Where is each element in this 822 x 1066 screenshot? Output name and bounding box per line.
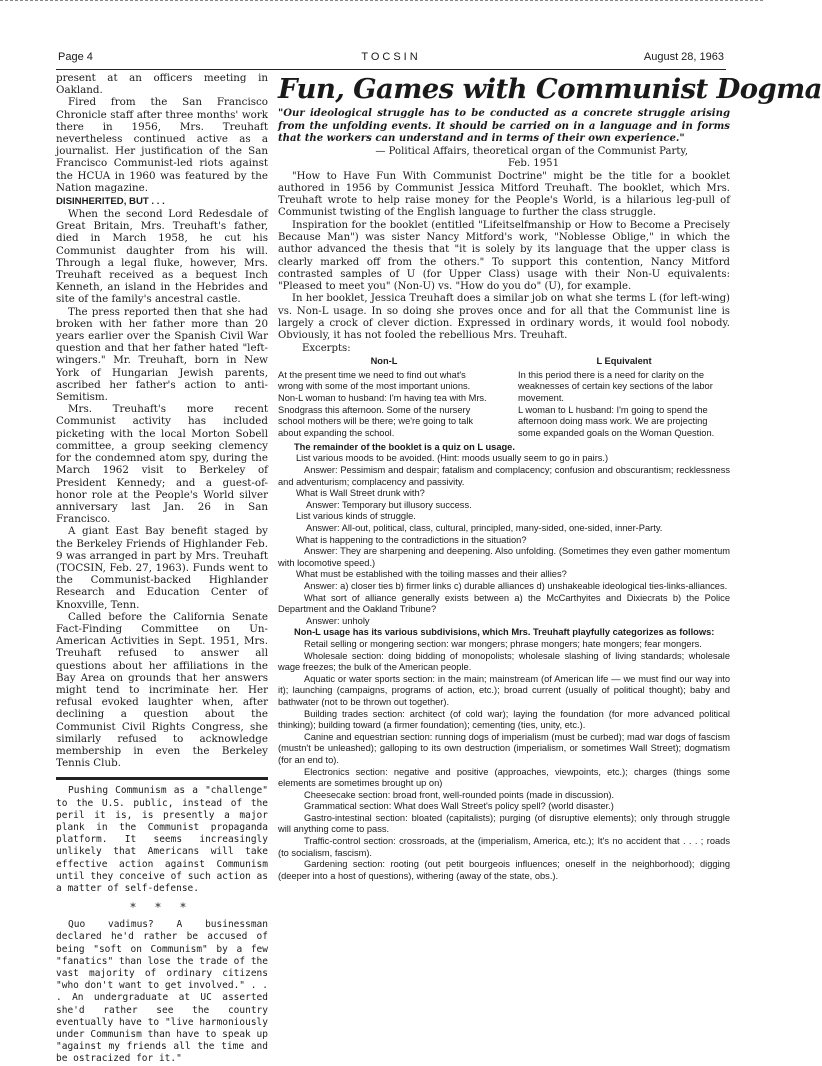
section-subhead: DISINHERITED, BUT . . .: [56, 196, 165, 208]
quiz-section: [278, 442, 730, 883]
usage-section: Traffic-control section: crossroads, at the (imperialism, America, etc.); It's no accident that . . . ; roads (to socialism, fascism).: [278, 836, 730, 858]
editorial-paragraph: Quo vadimus? A businessman declared he'd rather be accused of being "soft on Communism" by a few "fanatics" than lose the trade of the vast majority of ordinary citizens "who don't want to get involved." . . . An undergraduate at UC asserted she'd rather see the country eventually have to "live harmoniously under Communism than have to speak up "against my friends all the time and be ostracized for it.": [56, 919, 268, 1065]
left-paragraph: present at an officers meeting in Oakland.: [56, 72, 268, 97]
left-paragraph: A giant East Bay benefit staged by the Berkeley Friends of Highlander Feb. 9 was arranged in part by Mrs. Treuhaft (TOCSIN, Feb. 27, 1963). Funds went to the Communist-backed Highlander Research and Education Center of Knoxville, Tenn.: [56, 525, 268, 611]
usage-section: Electronics section: negative and positive (approaches, viewpoints, etc.); charges (things some elements are sometimes brought up on): [278, 766, 730, 789]
section-divider: * * *: [130, 901, 194, 915]
editorial-paragraph: Pushing Communism as a "challenge" to the U.S. public, instead of the peril it is, is presently a major plank in the Communist propaganda platform. It seems increasingly unlikely that Americans will take effective action against Communism until they conceive of such action as a matter of self-defense.: [56, 785, 268, 894]
page-header: [56, 48, 726, 70]
usage-section: Grammatical section: What does Wall Street's policy spell? (world disaster.): [304, 801, 614, 812]
non-l-example: Non-L woman to husband: I'm having tea with Mrs. Snodgrass this afternoon. Some of the nursery school mothers will be there; we're going to talk about expanding the school.: [278, 393, 487, 439]
left-paragraph: Called before the California Senate Fact-Finding Committee on Un-American Activities in Sept. 1951, Mrs. Treuhaft refused to answer all questions about her affiliations in the Bay Area on grounds that her answers might tend to incriminate her. Her refusal evoked laughter when, after declining a question about the Communist Civil Rights Congress, she similarly refused to acknowledge membership in even the Berkeley Tennis Club.: [56, 610, 268, 770]
usage-section: Aquatic or water sports section: in the main; mainstream (of American life — we must find our way into it); launching (campaigns, programs of action, etc.); broad current (usually of political thought); baby and bathwater (not to be thrown out together).: [278, 673, 730, 707]
quiz-answer: Answer: They are sharpening and deepening. Also unfolding. (Sometimes they even gather momentum with locomotive speed.): [278, 546, 730, 568]
l-column: [518, 356, 730, 440]
left-paragraph: When the second Lord Redesdale of Great Britain, Mrs. Treuhaft's father, died in March 1958, he cut his Communist daughter from his will. Through a legal fluke, however, Mrs. Treuhaft received as a bequest Inch Kenneth, an island in the Hebrides and site of the family's ancestral castle.: [56, 208, 268, 306]
issue-date: August 28, 1963: [643, 51, 724, 63]
non-l-example: At the present time we need to find out what's wrong with some of the most important unions.: [278, 369, 471, 392]
quiz-answer: Answer: a) closer ties b) firmer links c) durable alliances d) unshakeable ideological ties-links-alliances.: [304, 581, 728, 591]
quiz-lead: The remainder of the booklet is a quiz on L usage.: [294, 441, 515, 452]
excerpts-label: Excerpts:: [302, 342, 351, 354]
quiz-question: What sort of alliance generally exists between a) the McCarthyites and Dixiecrats b) the Police Department and the Oakland Tribune?: [278, 592, 730, 615]
quiz-question: What must be established with the toiling masses and their allies?: [296, 569, 567, 580]
quiz-question: What is Wall Street drunk with?: [296, 488, 425, 499]
page-number: Page 4: [58, 51, 93, 63]
article-paragraph: "How to Have Fun With Communist Doctrine" might be the title for a booklet authored in 1956 by Communist Jessica Mitford Treuhaft. The booklet, which Mrs. Treuhaft wrote to help raise money for the People's World, is a hilarious leg-pull of Communist twisting of the English language to further the class struggle.: [278, 170, 730, 219]
quiz-answer: Answer: unholy: [306, 615, 370, 626]
article-headline: Fun, Games with Communist Dogma: [278, 73, 822, 105]
quiz-question: List various moods to be avoided. (Hint: moods usually seem to go in pairs.): [296, 453, 609, 464]
quiz-question: List various kinds of struggle.: [296, 511, 416, 522]
page-edge: [0, 0, 763, 3]
left-paragraph: Fired from the San Francisco Chronicle staff after three months' work there in 1956, Mrs. Treuhaft nevertheless continued active as a journalist. Her justification of the San Francisco Communist-led riots against the HCUA in 1960 was featured by the Nation magazine.: [56, 96, 268, 194]
l-example: In this period there is a need for clarity on the weaknesses of certain key sections of the labor movement.: [518, 369, 713, 404]
quiz-answer: Answer: Temporary but illusory success.: [306, 499, 472, 510]
usage-section: Building trades section: architect (of cold war); laying the foundation (for more advanced political thinking); building toward (a firmer foundation); cementing (ties, unity, etc.).: [278, 708, 730, 731]
comparison-table: [278, 356, 730, 440]
epigraph-date: Feb. 1951: [508, 158, 559, 169]
article-paragraph: In her booklet, Jessica Treuhaft does a similar job on what she terms L (for left-wing) vs. Non-L usage. In so doing she proves once and for all that the Communist line is largely a crock of clever diction. Expressed in ordinary words, it would fool nobody. Obviously, it has not fooled the rebellious Mrs. Treuhaft.: [278, 293, 730, 342]
subdivisions-lead: Non-L usage has its various subdivisions, which Mrs. Treuhaft playfully categorizes as follows:: [294, 627, 715, 638]
usage-section: Canine and equestrian section: running dogs of imperialism (must be curbed); mad war dogs of fascism (mustn't be unleashed); galloping to its own destruction (imperialism, or sometimes Wall Street); dogmatism (for an end to).: [278, 731, 730, 765]
quiz-answer: Answer: All-out, political, class, cultural, principled, many-sided, one-sided, inner-Party.: [306, 523, 663, 534]
editorial-box: [56, 777, 268, 1065]
epigraph-attribution: — Political Affairs, theoretical organ of the Communist Party,: [375, 145, 688, 157]
non-l-heading: Non-L: [370, 355, 398, 366]
masthead: TOCSIN: [361, 51, 421, 63]
left-column: [56, 72, 268, 1066]
usage-section: Gardening section: rooting (out petit bourgeois influences; oneself in the neighborhood); digging (deeper into a host of questions), withering (away of the state, obs.).: [278, 859, 730, 881]
usage-section: Gastro-intestinal section: bloated (capitalists); purging (of disruptive elements); only through struggle will anything come to pass.: [278, 812, 730, 835]
left-paragraph: Mrs. Treuhaft's more recent Communist activity has included picketing with the local Morton Sobell committee, a group seeking clemency for the condemned atom spy, during the March 1962 visit to Berkeley of President Kennedy; and a guest-of-honor role at the People's World silver anniversary last Jan. 26 in San Francisco.: [56, 403, 268, 526]
quiz-answer: Answer: Pessimism and despair; fatalism and complacency; confusion and obscurantism; recklessness and adventurism; complacency and passivity.: [278, 465, 730, 487]
l-example: L woman to L husband: I'm going to spend the afternoon doing mass work. We are projecting some expanded goals on the Woman Question.: [518, 404, 715, 439]
l-heading: L Equivalent: [596, 355, 652, 366]
usage-section: Cheesecake section: broad front, well-rounded points (made in discussion).: [304, 789, 615, 800]
article: [278, 72, 822, 882]
left-paragraph: The press reported then that she had broken with her father more than 20 years earlier over the Spanish Civil War question and that her father hated "left-wingers." Mr. Treuhaft, born in New York of Hungarian Jewish parents, ascribed her father's action to anti-Semitism.: [56, 305, 268, 404]
epigraph: "Our ideological struggle has to be conducted as a concrete struggle arising from the unfolding events. It should be carried on in a language and in forms that the workers can understand and in terms of their own experience.": [278, 108, 730, 144]
article-paragraph: Inspiration for the booklet (entitled "Lifeitselfmanship or How to Become a Precisely Because Man") was sister Nancy Mitford's work, "Noblesse Oblige," in which the author advanced the thesis that "it is solely by its language that the upper class is clearly marked off from the others." To support this contention, Nancy Mitford contrasted samples of U (for Upper Class) usage with their Non-U equivalents: "Pleased to meet you" (Non-U) vs. "How do you do" (U), for example.: [278, 219, 730, 293]
quiz-question: What is happening to the contradictions in the situation?: [296, 534, 527, 545]
usage-section: Wholesale section: doing bidding of monopolists; wholesale slashing of living standards; wholesale wage freezes; the bulk of the American people.: [278, 650, 730, 673]
non-l-column: [278, 356, 490, 440]
usage-section: Retail selling or mongering section: war mongers; phrase mongers; hate mongers; fear mongers.: [304, 638, 702, 649]
